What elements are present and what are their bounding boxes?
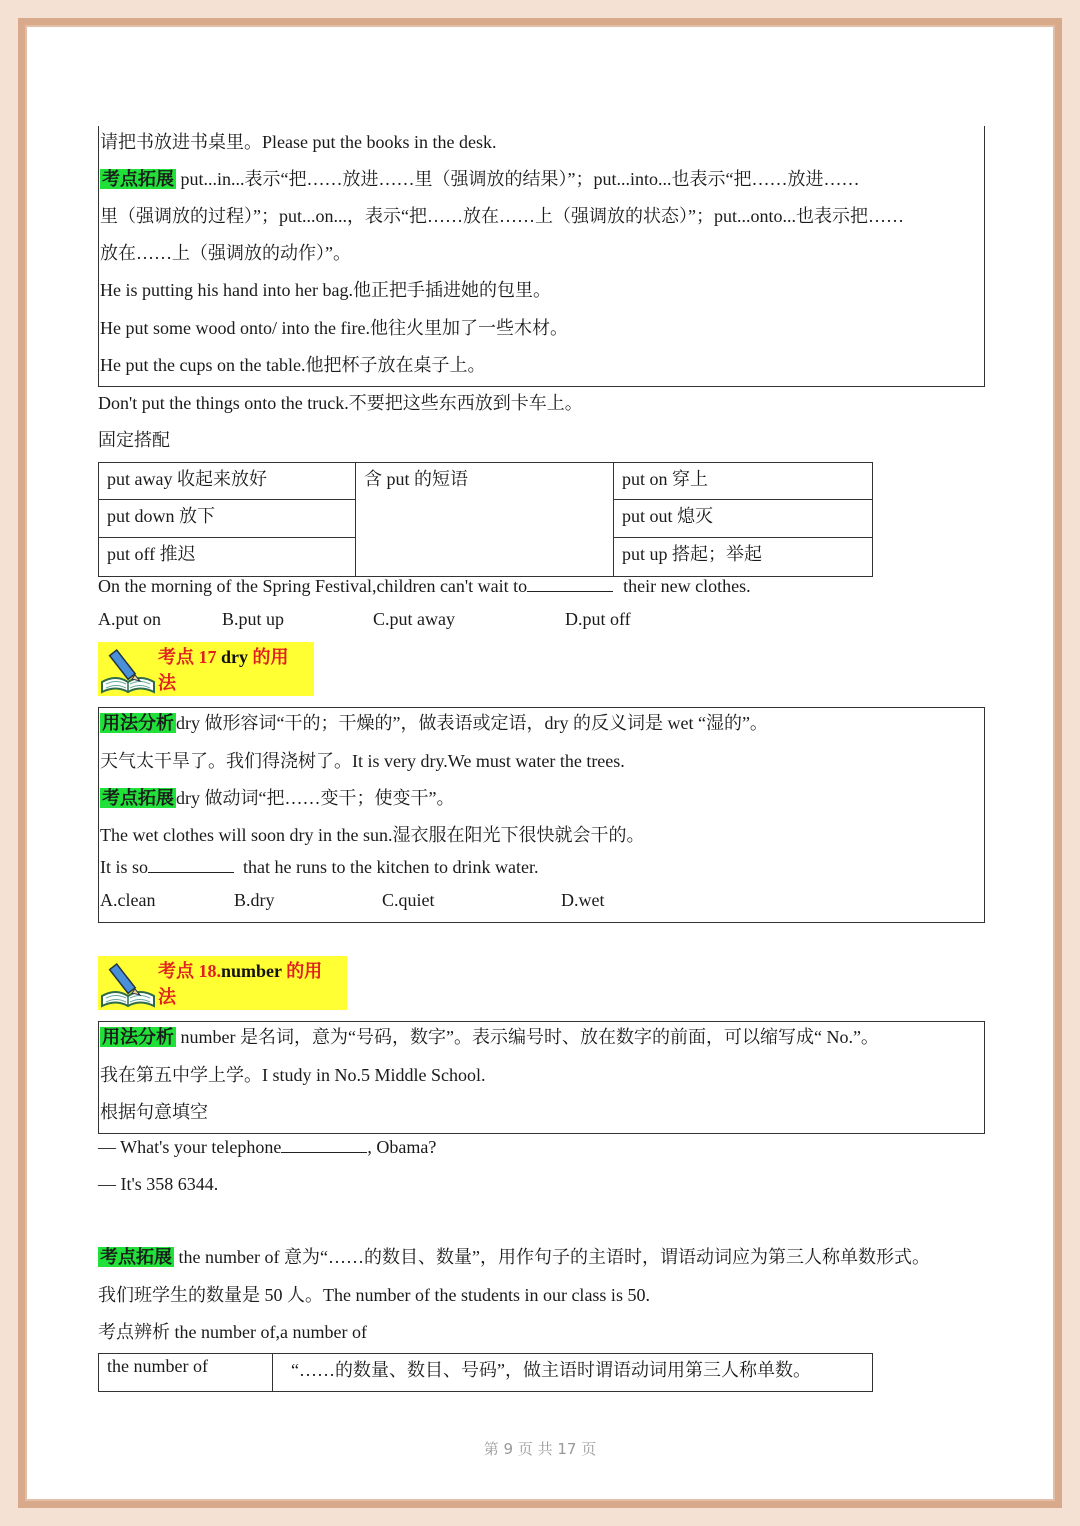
dry-option-b: B.dry bbox=[234, 890, 275, 910]
question-1-option-b: B.put up bbox=[222, 609, 285, 629]
dry-line-3: 考点拓展 dry 做动词“把……变干；使变干”。 bbox=[102, 788, 455, 808]
expand-line-3: 考点辨析 the number of,a number of bbox=[98, 1322, 367, 1342]
top-line-2: 考点拓展 put...in...表示“把……放进……里（强调放的结果）”；put...into...也表示“把……放进…… bbox=[102, 169, 860, 189]
answer-blank bbox=[527, 577, 613, 592]
section-heading-18 bbox=[98, 956, 347, 1010]
top-line-1: 请把书放进书桌里。Please put the books in the desk. bbox=[100, 132, 497, 152]
fixed-collocation-label: 固定搭配 bbox=[98, 430, 170, 450]
usage-tag: 用法分析 bbox=[102, 713, 174, 733]
question-1-stem: On the morning of the Spring Festival,children can't wait to their new clothes. bbox=[98, 576, 751, 596]
dry-option-a: A.clean bbox=[100, 890, 156, 910]
phrase-cell-put-up: put up 搭起；举起 bbox=[613, 537, 873, 577]
dialog-line-1: — What's your telephone , Obama? bbox=[98, 1137, 437, 1157]
dialog-line-2: — It's 358 6344. bbox=[98, 1174, 219, 1194]
section-heading-17 bbox=[98, 642, 314, 696]
dry-option-c: C.quiet bbox=[382, 890, 435, 910]
dry-line-1: 用法分析 dry 做形容词“干的；干燥的”，做表语或定语，dry 的反义词是 wet “湿的”。 bbox=[102, 713, 768, 733]
question-1-option-c: C.put away bbox=[373, 609, 455, 629]
phrase-cell-center: 含 put 的短语 bbox=[355, 462, 615, 577]
top-line-3: 里（强调放的过程）”；put...on...，表示“把……放在……上（强调放的状态）”；put...onto...也表示把…… bbox=[100, 206, 904, 226]
after-box-line: Don't put the things onto the truck.不要把这些东西放到卡车上。 bbox=[98, 393, 583, 413]
question-1-option-a: A.put on bbox=[98, 609, 161, 629]
usage-tag: 用法分析 bbox=[102, 1027, 174, 1047]
dry-line-2: 天气太干旱了。我们得浇树了。It is very dry.We must water the trees. bbox=[100, 751, 625, 771]
number-line-3: 根据句意填空 bbox=[100, 1102, 208, 1122]
phrase-cell-put-off: put off 推迟 bbox=[98, 537, 357, 577]
phrase-cell-put-out: put out 熄灭 bbox=[613, 499, 873, 538]
phrase-cell-put-down: put down 放下 bbox=[98, 499, 357, 538]
section-heading-18-title: 考点 18.number 的用法 bbox=[158, 961, 323, 1007]
top-line-7: He put the cups on the table.他把杯子放在桌子上。 bbox=[100, 355, 486, 375]
book-pencil-icon bbox=[98, 956, 158, 1010]
expand-tag: 考点拓展 bbox=[100, 1247, 172, 1267]
dry-box bbox=[98, 707, 985, 923]
answer-blank bbox=[281, 1138, 367, 1153]
number-line-2: 我在第五中学上学。I study in No.5 Middle School. bbox=[100, 1065, 486, 1085]
bottom-table-term: the number of bbox=[98, 1353, 274, 1392]
expand-tag: 考点拓展 bbox=[102, 169, 174, 189]
dry-line-4: The wet clothes will soon dry in the sun.湿衣服在阳光下很快就会干的。 bbox=[100, 825, 645, 845]
book-pencil-icon bbox=[98, 642, 158, 696]
bottom-table-definition: “……的数量、数目、号码”，做主语时谓语动词用第三人称单数。 bbox=[272, 1353, 873, 1392]
expand-line-1: 考点拓展 the number of 意为“……的数目、数量”，用作句子的主语时，谓语动词应为第三人称单数形式。 bbox=[100, 1247, 930, 1267]
dry-option-d: D.wet bbox=[561, 890, 605, 910]
answer-blank bbox=[148, 858, 234, 873]
question-1-option-d: D.put off bbox=[565, 609, 631, 629]
expand-line-2: 我们班学生的数量是 50 人。The number of the students in our class is 50. bbox=[98, 1285, 650, 1305]
section-heading-17-title: 考点 17 dry 的用法 bbox=[158, 647, 289, 693]
phrase-cell-put-on: put on 穿上 bbox=[613, 462, 873, 501]
number-line-1: 用法分析 number 是名词，意为“号码，数字”。表示编号时、放在数字的前面，可以缩写成“ No.”。 bbox=[102, 1027, 879, 1047]
dry-question: It is so that he runs to the kitchen to drink water. bbox=[100, 857, 539, 877]
expand-tag: 考点拓展 bbox=[102, 788, 174, 808]
top-line-6: He put some wood onto/ into the fire.他往火里加了一些木材。 bbox=[100, 318, 568, 338]
page-footer: 第 9 页 共 17 页 bbox=[483, 1440, 597, 1458]
top-line-4: 放在……上（强调放的动作）”。 bbox=[100, 243, 351, 263]
top-line-5: He is putting his hand into her bag.他正把手插进她的包里。 bbox=[100, 280, 551, 300]
phrase-cell-put-away: put away 收起来放好 bbox=[98, 462, 357, 501]
